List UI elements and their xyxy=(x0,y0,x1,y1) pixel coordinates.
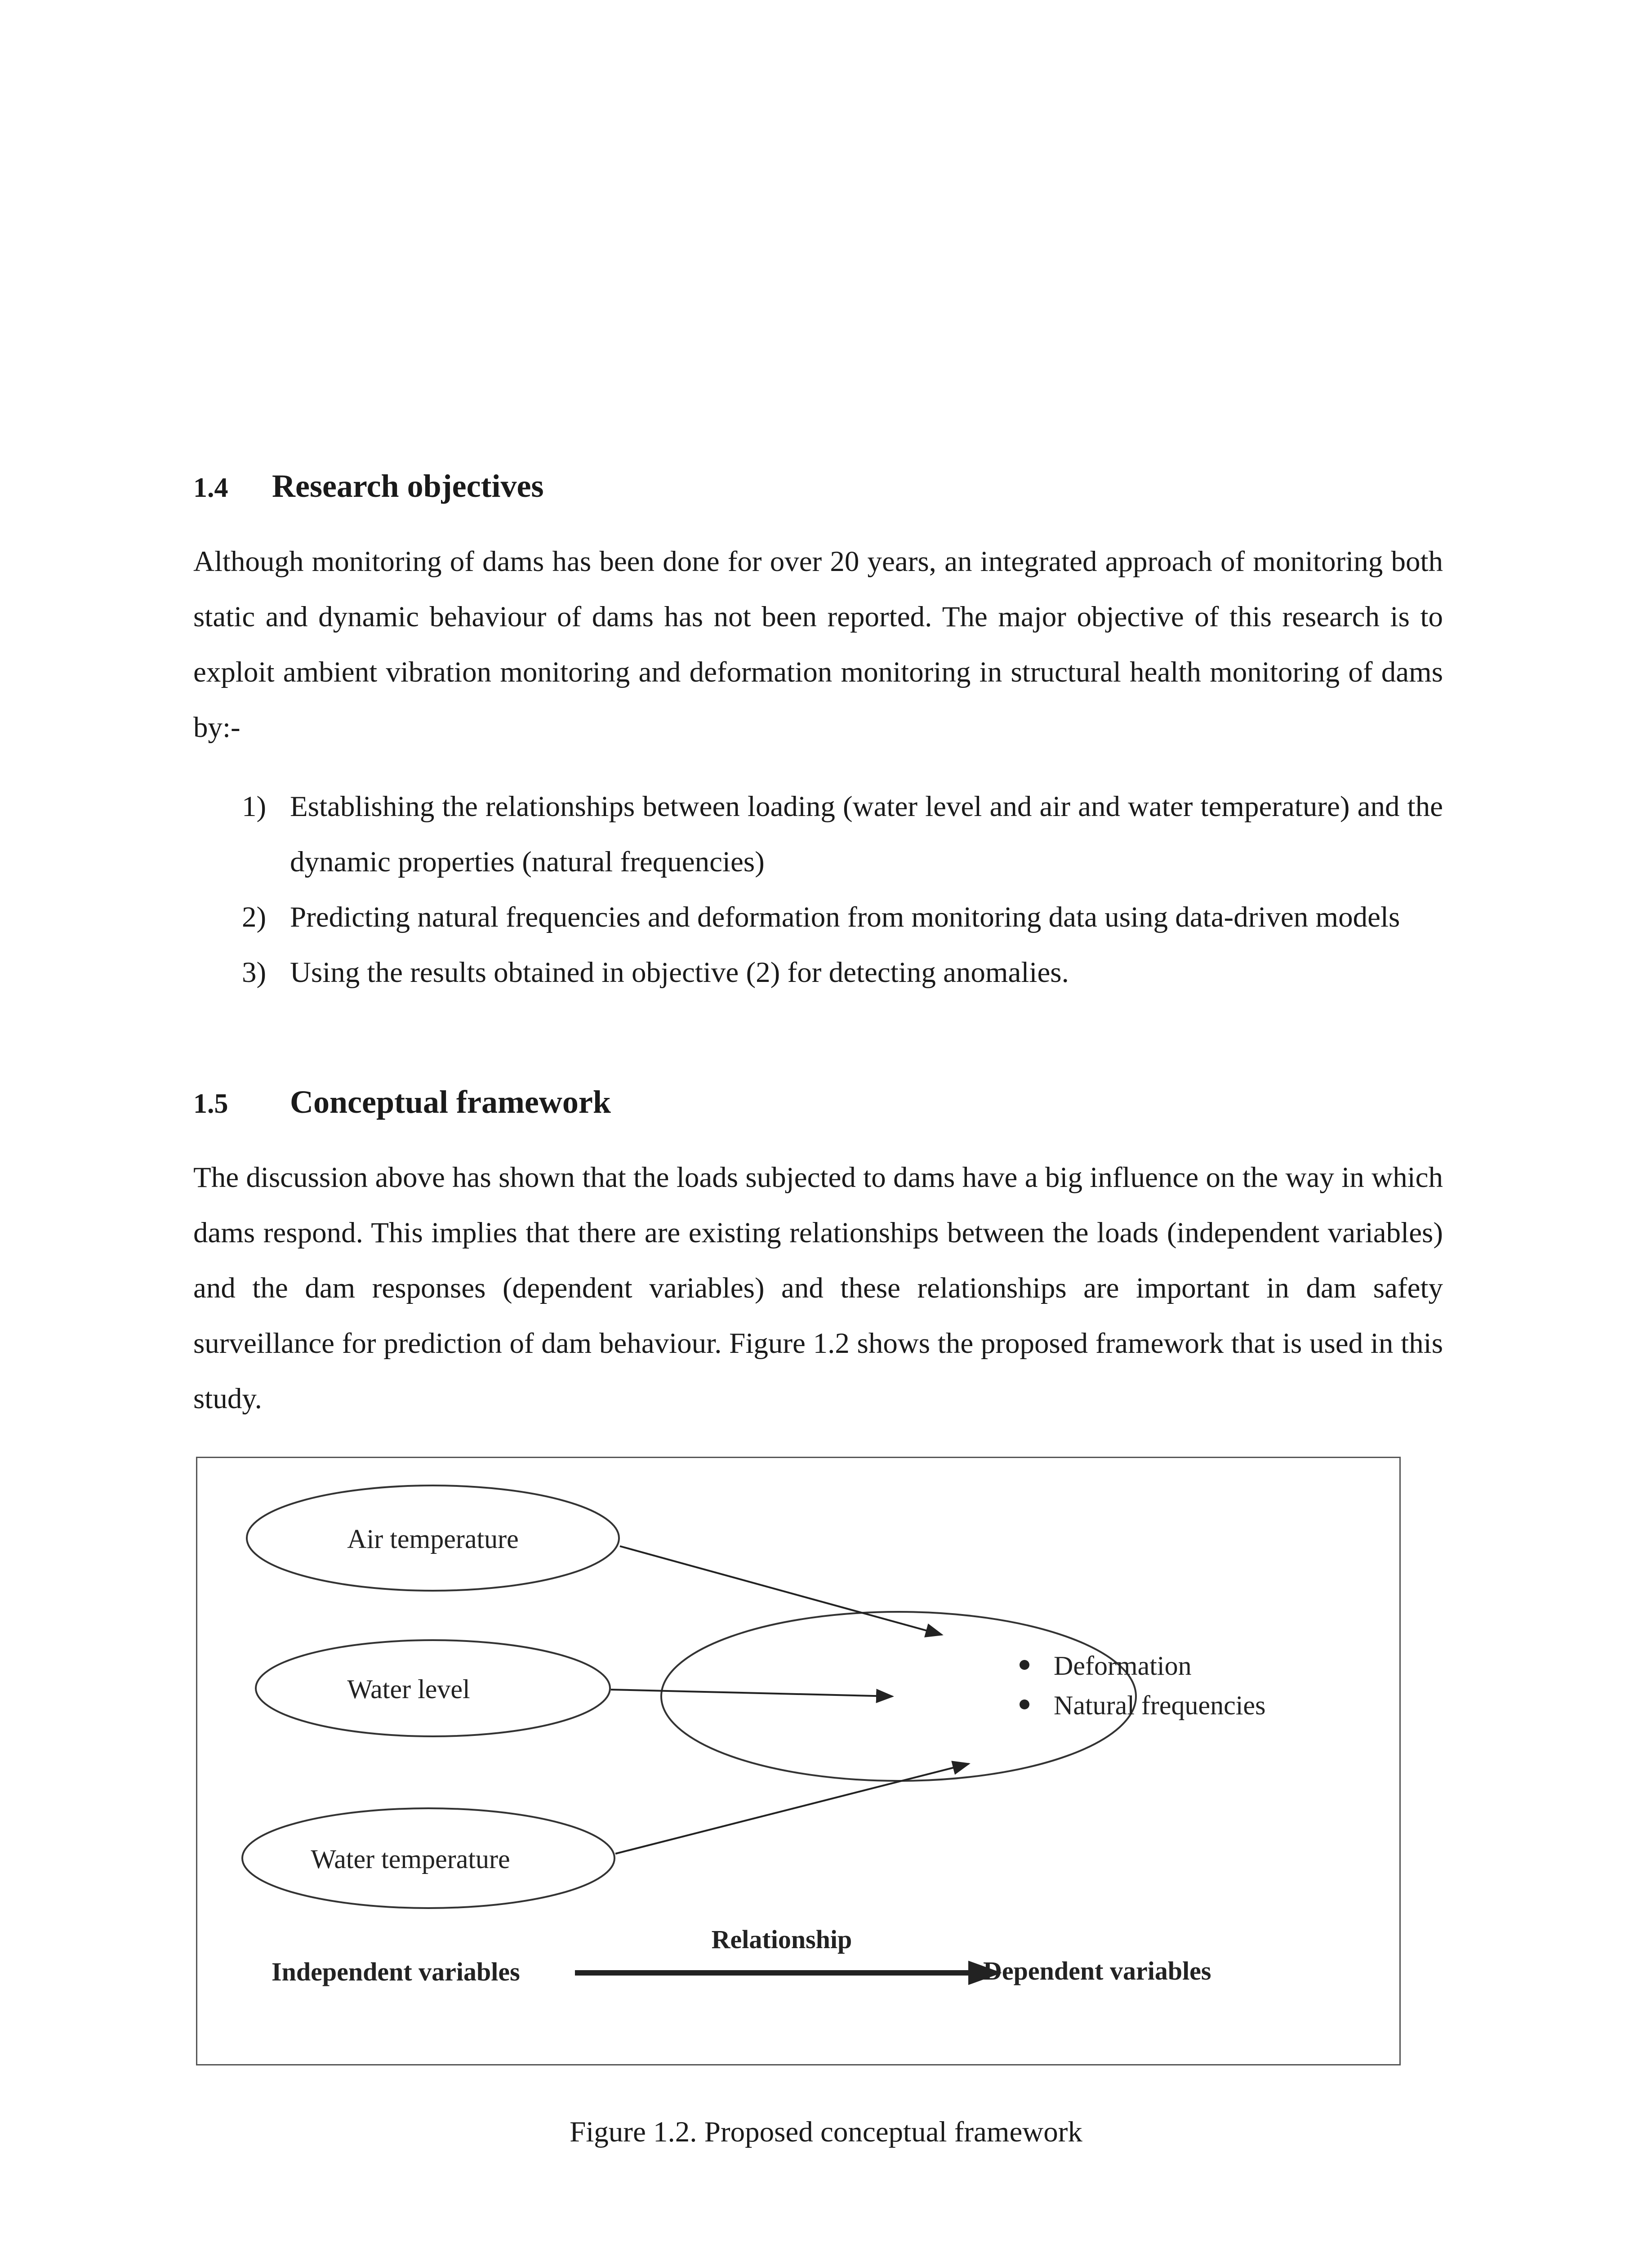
air-temperature-label: Air temperature xyxy=(347,1524,519,1554)
output-natural-frequencies: Natural frequencies xyxy=(1054,1690,1266,1720)
objectives-paragraph: Although monitoring of dams has been done for over 20 years, an integrated approach of monitoring both static and dynamic behaviour of dams has not been reported. The major objective of this research is to exploit ambient vibration monitoring and deformation monitoring in structural health monitoring of dams by:- xyxy=(193,545,1443,744)
dependent-variables-label: Dependent variables xyxy=(983,1956,1211,1985)
section-number: 1.5 xyxy=(193,1088,228,1119)
water-temperature-label: Water temperature xyxy=(311,1844,510,1874)
arrow-water-level xyxy=(611,1690,892,1696)
objective-number: 2) xyxy=(242,901,267,933)
relationship-label: Relationship xyxy=(711,1925,852,1954)
objective-number: 1) xyxy=(242,790,267,823)
section-title: Conceptual framework xyxy=(290,1084,611,1120)
objectives-list xyxy=(193,779,1443,1000)
objective-item xyxy=(193,779,1443,890)
framework-paragraph: The discussion above has shown that the loads subjected to dams have a big influence on the way in which dams respond. This implies that there are existing relationships between the loads (independent variables) and the dam responses (dependent variables) and these relationships are important in dam safety surveillance for prediction of dam behaviour. Figure 1.2 shows the proposed framework that is used in this study. xyxy=(193,1161,1443,1415)
objective-text: Establishing the relationships between loading (water level and air and water temperature) and the dynamic properties (natural frequencies) xyxy=(290,790,1443,878)
conceptual-framework-figure xyxy=(196,1457,1401,2065)
arrow-air-temperature xyxy=(620,1546,942,1635)
section-heading-1-5 xyxy=(193,1086,611,1118)
independent-variables-label: Independent variables xyxy=(272,1957,520,1986)
framework-diagram xyxy=(197,1458,1402,2067)
section-title: Research objectives xyxy=(272,468,544,504)
section-heading-1-4 xyxy=(193,470,543,502)
figure-caption: Figure 1.2. Proposed conceptual framework xyxy=(570,2116,1082,2148)
objective-item xyxy=(193,945,1443,1000)
arrow-water-temperature xyxy=(615,1764,969,1854)
objective-text: Predicting natural frequencies and deformation from monitoring data using data-driven models xyxy=(290,901,1400,933)
bullet-icon xyxy=(1020,1660,1029,1670)
water-level-label: Water level xyxy=(347,1674,470,1704)
bullet-icon xyxy=(1020,1699,1029,1709)
section-number: 1.4 xyxy=(193,473,228,503)
objective-item xyxy=(193,890,1443,945)
objective-text: Using the results obtained in objective (2) for detecting anomalies. xyxy=(290,956,1069,989)
output-deformation: Deformation xyxy=(1054,1651,1192,1681)
objective-number: 3) xyxy=(242,956,267,989)
